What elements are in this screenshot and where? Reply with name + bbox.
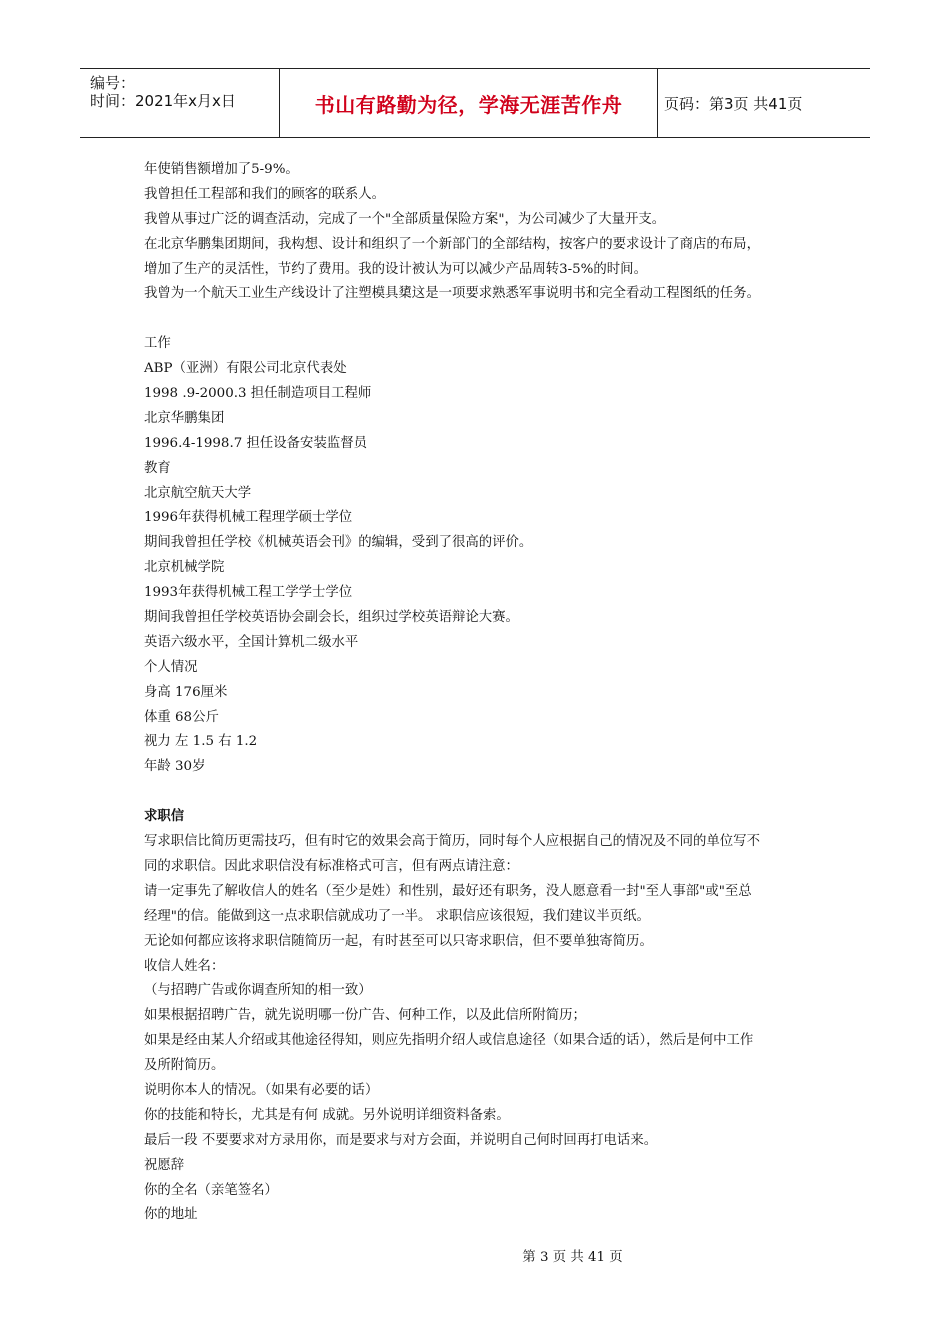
blank-line [144,307,814,332]
document-body [144,158,814,1228]
text-line: 无论如何都应该将求职信随简历一起，有时甚至可以只寄求职信，但不要单独寄简历。 [144,933,653,949]
cover-letter-section [144,830,814,1228]
text-line: 写求职信比简历更需技巧，但有时它的效果会高于简历，同时每个人应根据自己的情况及不同的单位写不 [144,834,760,850]
text-line: 北京华鹏集团 [144,410,225,426]
page-footer [0,1246,950,1265]
section-title: 求职信 [144,809,185,825]
text-line: ABP（亚洲）有限公司北京代表处 [144,361,347,377]
footer-page-number: 第 3 页 共 41 页 [522,1250,623,1265]
text-line: 英语六级水平，全国计算机二级水平 [144,634,359,650]
text-line: 我曾担任工程部和我们的顾客的联系人。 [144,186,386,202]
text-line: 如果根据招聘广告，就先说明哪一份广告、何种工作，以及此信所附简历； [144,1008,586,1024]
motto: 书山有路勤为径，学海无涯苦作舟 [314,92,623,117]
text-line: 年使销售额增加了5-9%。 [144,162,299,177]
text-line: 你的技能和特长，尤其是有何 成就。另外说明详细资料备索。 [144,1107,510,1123]
number-label: 编号： [90,74,136,92]
text-line: 1993年获得机械工程工学学士学位 [144,585,353,601]
text-line: 如果是经由某人介绍或其他途径得知，则应先指明介绍人或信息途径（如果合适的话），然后是何中工作 [144,1033,754,1049]
text-line: 期间我曾担任学校《机械英语会刊》的编辑，受到了很高的评价。 [144,535,533,551]
text-line: 1998 .9-2000.3 担任制造项目工程师 [144,386,372,402]
text-line: 你的全名（亲笔签名） [144,1182,278,1198]
resume-section [144,158,814,805]
text-line: 祝愿辞 [144,1157,185,1173]
text-line: 1996.4-1998.7 担任设备安装监督员 [144,435,368,451]
text-line: 我曾为一个航天工业生产线设计了注塑模具橥这是一项要求熟悉军事说明书和完全看动工程图纸的任务。 [144,286,760,302]
text-line: 北京机械学院 [144,560,225,576]
text-line: 说明你本人的情况。（如果有必要的话） [144,1082,379,1098]
text-line: 你的地址 [144,1207,198,1223]
text-line: 年龄 30岁 [144,759,206,775]
page-info: 页码：第3页 共41页 [664,94,803,113]
header-motto-cell [280,69,658,137]
text-line: 北京航空航天大学 [144,485,252,501]
text-line: 工作 [144,336,171,352]
text-line: 身高 176厘米 [144,684,228,700]
header-page-cell [658,69,870,137]
text-line: 期间我曾担任学校英语协会副会长，组织过学校英语辩论大赛。 [144,610,519,626]
text-line: 在北京华鹏集团期间，我构想、设计和组织了一个新部门的全部结构，按客户的要求设计了商店的布局， [144,236,760,252]
text-line: 收信人姓名： [144,958,225,974]
time-label: 时间：2021年x月x日 [90,92,236,110]
text-line: 体重 68公斤 [144,709,219,725]
text-line: 视力 左 1.5 右 1.2 [144,734,258,750]
text-line: 个人情况 [144,659,198,675]
header-meta [80,69,280,137]
text-line: 我曾从事过广泛的调查活动，完成了一个"全部质量保险方案"，为公司减少了大量开支。 [144,211,666,227]
page-header [80,68,870,138]
text-line: 请一定事先了解收信人的姓名（至少是姓）和性别，最好还有职务，没人愿意看一封"至人事部"或"至总 [144,883,752,899]
text-line: 同的求职信。因此求职信没有标准格式可言，但有两点请注意： [144,858,519,874]
text-line: 1996年获得机械工程理学硕士学位 [144,510,353,526]
text-line: 增加了生产的灵活性，节约了费用。我的设计被认为可以减少产品周转3-5%的时间。 [144,261,647,277]
text-line: 最后一段 不要要求对方录用你，而是要求与对方会面，并说明自己何时回再打电话来。 [144,1132,658,1148]
blank-line [144,780,814,805]
text-line: 经理"的信。能做到这一点求职信就成功了一半。 求职信应该很短，我们建议半页纸。 [144,908,650,924]
text-line: （与招聘广告或你调查所知的相一致） [144,983,372,999]
text-line: 教育 [144,460,171,476]
text-line: 及所附简历。 [144,1058,225,1074]
